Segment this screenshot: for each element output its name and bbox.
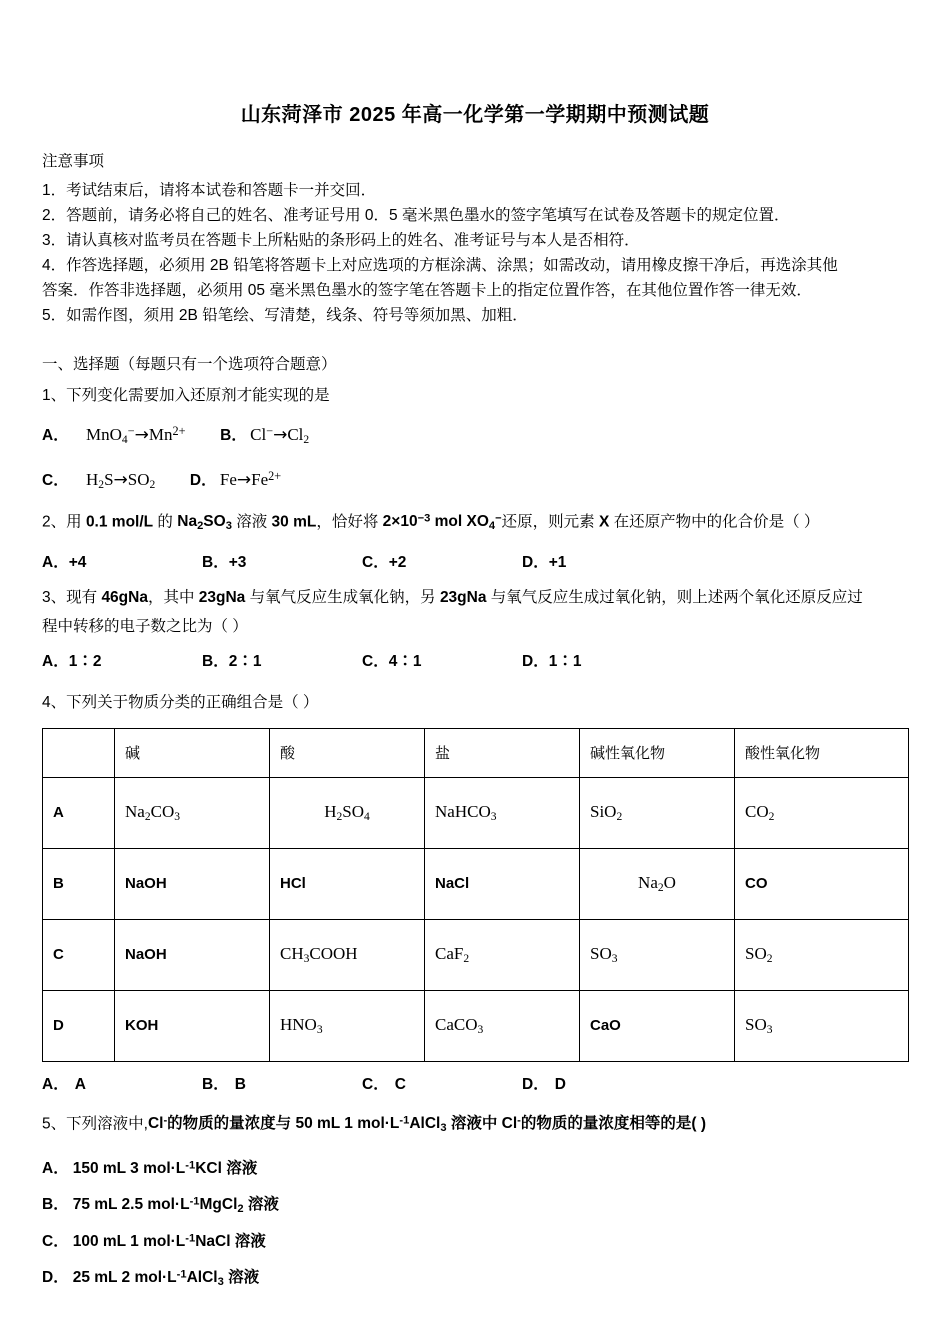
- document-body: [42, 98, 908, 1289]
- question-3-stem-line2: 程中转移的电子数之比为（ ）: [42, 617, 248, 635]
- q5-opt-c: C． 100 mL 1 $mol\cdot L^{-1}NaCl$ 溶液: [42, 1232, 266, 1251]
- cell-c-acid: $CH_3COOH$: [270, 919, 425, 990]
- notice-heading: 注意事项: [42, 153, 105, 170]
- cell-a-acidic-oxide: $CO_2$: [735, 777, 909, 848]
- q1-opt-a-label: A．: [42, 427, 69, 445]
- row-label-c: C: [43, 919, 115, 990]
- question-5-stem: 5、下列溶液中,Cl-的物质的量浓度与 50 mL 1 $mol\cdot L^{-1}AlCl_3$ 溶液中 Cl-的物质的量浓度相等的是( ): [42, 1114, 707, 1135]
- cell-c-basic-oxide: $SO_3$: [580, 919, 735, 990]
- question-4-options: [42, 1072, 908, 1094]
- cell-d-salt: CaCO$_3$: [425, 990, 580, 1061]
- cell-b-base: NaOH: [115, 848, 270, 919]
- cell-b-basic-oxide: $Na_2O$: [580, 848, 735, 919]
- cell-c-acidic-oxide: $SO_2$: [735, 919, 909, 990]
- q1-opt-d-label: D．: [189, 471, 217, 489]
- table-header-row: [43, 728, 909, 777]
- q2-opt-b: B．+3: [202, 553, 247, 571]
- cell-c-base: NaOH: [115, 919, 270, 990]
- q5-opt-d: D． 25 mL 2 $mol\cdot L^{-1}AlCl_3$ 溶液: [42, 1268, 260, 1289]
- notice-line-6: 5．如需作图，须用 2B 铅笔绘、写清楚，线条、符号等须加黑、加粗．: [42, 307, 528, 324]
- q1-opt-b-label: B．: [220, 427, 247, 445]
- notice-line-5: 答案．作答非选择题，必须用 05 毫米黑色墨水的签字笔在答题卡上的指定位置作答，在其他位置作答一律无效．: [42, 282, 812, 299]
- q4-opt-c: C． C: [362, 1075, 406, 1093]
- cell-b-acidic-oxide: CO: [735, 848, 909, 919]
- cell-d-basic-oxide: CaO: [580, 990, 735, 1061]
- cell-a-acid: $H_2SO_4$: [270, 777, 425, 848]
- cell-b-acid: HCl: [270, 848, 425, 919]
- notice-line-3: 3．请认真核对监考员在答题卡上所粘贴的条形码上的姓名、准考证号与本人是否相符．: [42, 232, 640, 249]
- cell-a-base: $Na_2CO_3$: [115, 777, 270, 848]
- section-heading-choice: 一、选择题（每题只有一个选项符合题意）: [42, 356, 337, 373]
- question-3-stem-line1: 3、现有 46gNa，其中 23gNa 与氧气反应生成氧化钠，另 23gNa 与氧气反应生成过氧化钠，则上述两个氧化还原反应过: [42, 588, 863, 606]
- notice-line-1: 1．考试结束后，请将本试卷和答题卡一并交回．: [42, 182, 377, 199]
- row-label-b: B: [43, 848, 115, 919]
- question-3-options: [42, 649, 908, 675]
- q5-opt-a: A． 150 mL 3 $mol\cdot L^{-1}KCl$ 溶液: [42, 1159, 258, 1178]
- question-1-options-line2: [42, 462, 908, 497]
- q3-opt-c: C．4∶1: [362, 652, 422, 670]
- table-row: [43, 919, 909, 990]
- q1-opt-b-text: $Cl^-\to Cl_2$: [250, 424, 310, 447]
- q1-opt-a-text: $MnO_4^-\to Mn^{2+}$: [86, 424, 186, 447]
- table-row: [43, 848, 909, 919]
- row-label-d: D: [43, 990, 115, 1061]
- cell-d-acidic-oxide: $SO_3$: [735, 990, 909, 1061]
- q3-opt-a: A．1∶2: [42, 652, 102, 670]
- notice-line-4: 4．作答选择题，必须用 2B 铅笔将答题卡上对应选项的方框涂满、涂黑；如需改动，请用橡皮擦干净后，再选涂其他: [42, 257, 838, 274]
- cell-b-salt: NaCl: [425, 848, 580, 919]
- table-header-acidic-oxide: 酸性氧化物: [735, 728, 909, 777]
- question-4-stem: 4、下列关于物质分类的正确组合是（ ）: [42, 693, 319, 711]
- table-header-acid: 酸: [270, 728, 425, 777]
- cell-d-acid: $HNO_3$: [270, 990, 425, 1061]
- row-label-a: A: [43, 777, 115, 848]
- cell-d-base: KOH: [115, 990, 270, 1061]
- q4-opt-d: D． D: [522, 1075, 566, 1093]
- q1-opt-c-text: $H_2S\to SO_2$: [86, 469, 156, 491]
- table-header-salt: 盐: [425, 728, 580, 777]
- table-header-basic-oxide: 碱性氧化物: [580, 728, 735, 777]
- table-header-base: 碱: [115, 728, 270, 777]
- question-2-stem: 2、用 0.1 mol/L 的 $Na_2SO_3$ 溶液 30 mL，恰好将 $2\times 10^{-3}$ mol $XO_4^-$还原，则元素 X 在还原产物中的化合价是（ ）: [42, 512, 820, 533]
- notice-line-2: 2．答题前，请务必将自己的姓名、准考证号用 0．5 毫米黑色墨水的签字笔填写在试卷及答题卡的规定位置．: [42, 207, 790, 224]
- classification-table: [42, 728, 909, 1062]
- cell-a-salt: NaHCO$_3$: [425, 777, 580, 848]
- q4-opt-a: A． A: [42, 1075, 86, 1093]
- cell-c-salt: CaF$_2$: [425, 919, 580, 990]
- q3-opt-b: B．2∶1: [202, 652, 262, 670]
- q4-opt-b: B． B: [202, 1075, 246, 1093]
- page-title: 山东菏泽市 2025 年高一化学第一学期期中预测试题: [240, 104, 710, 126]
- q5-opt-b: B． 75 mL 2.5 $mol\cdot L^{-1}MgCl_2$ 溶液: [42, 1195, 279, 1216]
- table-header-blank: [43, 728, 115, 777]
- q2-opt-a: A．+4: [42, 553, 87, 571]
- q3-opt-d: D．1∶1: [522, 652, 582, 670]
- q1-opt-c-label: C．: [42, 471, 69, 489]
- question-1-options-line1: [42, 418, 908, 453]
- cell-a-basic-oxide: SiO$_2$: [580, 777, 735, 848]
- q2-opt-d: D．+1: [522, 553, 567, 571]
- q1-opt-d-text: $Fe\to Fe^{2+}$: [219, 468, 282, 490]
- question-1-stem: 1、下列变化需要加入还原剂才能实现的是: [42, 387, 330, 404]
- q2-opt-c: C．+2: [362, 553, 407, 571]
- table-row: [43, 990, 909, 1061]
- table-row: [43, 777, 909, 848]
- question-2-options: [42, 550, 908, 576]
